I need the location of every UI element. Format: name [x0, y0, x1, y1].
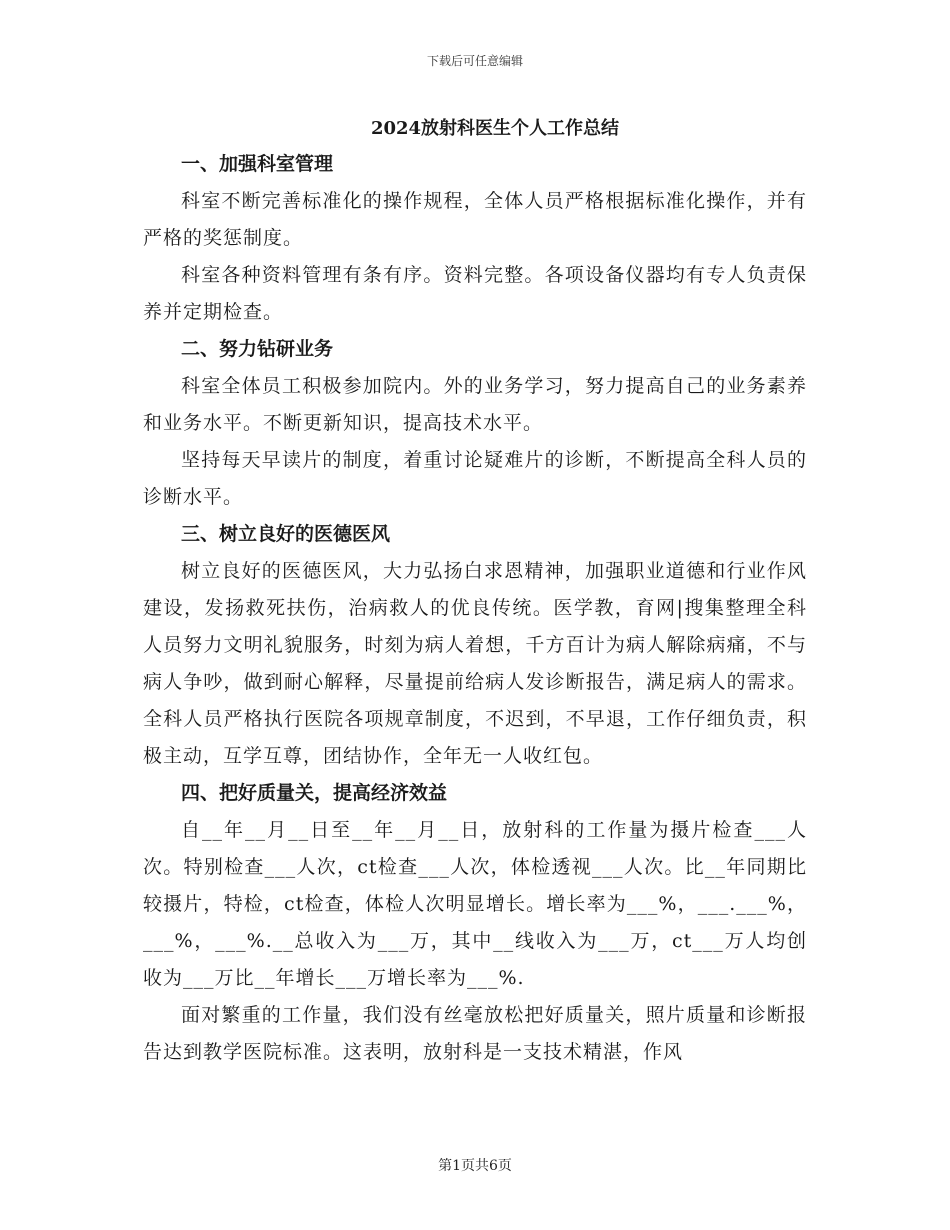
- paragraph: 自__年__月__日至__年__月__日，放射科的工作量为摄片检查___人次。特别检查___人次，ct检查___人次，体检透视___人次。比__年同期比较摄片，特检，ct检查，体检人次明显增长。增长率为___%，___.___%，___%，___%.__总收入为___万，其中__线收入为___万，ct___万人均创收为___万比__年增长___万增长率为___%.: [143, 819, 807, 989]
- paragraph: 科室全体员工积极参加院内。外的业务学习，努力提高自己的业务素养和业务水平。不断更新知识，提高技术水平。: [143, 375, 807, 434]
- section-3: [143, 516, 807, 775]
- section-2: [143, 331, 807, 516]
- paragraph: 科室不断完善标准化的操作规程，全体人员严格根据标准化操作，并有严格的奖惩制度。: [143, 190, 807, 249]
- section-heading: 三、树立良好的医德医风: [181, 523, 391, 545]
- section-heading: 二、努力钻研业务: [181, 338, 334, 360]
- section-4: [143, 775, 807, 1071]
- document-body: [143, 112, 807, 1071]
- paragraph: 科室各种资料管理有条有序。资料完整。各项设备仪器均有专人负责保养并定期检查。: [143, 264, 807, 323]
- page-number: 第1页共6页: [438, 1158, 512, 1174]
- document-title: 2024放射科医生个人工作总结: [370, 118, 620, 139]
- paragraph: 坚持每天早读片的制度，着重讨论疑难片的诊断，不断提高全科人员的诊断水平。: [143, 449, 807, 508]
- paragraph: 树立良好的医德医风，大力弘扬白求恩精神，加强职业道德和行业作风建设，发扬救死扶伤，治病救人的优良传统。医学教，育网|搜集整理全科人员努力文明礼貌服务，时刻为病人着想，千方百计为病人解除病痛，不与病人争吵，做到耐心解释，尽量提前给病人发诊断报告，满足病人的需求。全科人员严格执行医院各项规章制度，不迟到，不早退，工作仔细负责，积极主动，互学互尊，团结协作，全年无一人收红包。: [143, 560, 807, 767]
- section-1: [143, 146, 807, 331]
- section-heading: 四、把好质量关，提高经济效益: [181, 782, 448, 804]
- section-heading: 一、加强科室管理: [181, 153, 334, 175]
- header-note: 下载后可任意编辑: [426, 54, 523, 68]
- paragraph: 面对繁重的工作量，我们没有丝毫放松把好质量关，照片质量和诊断报告达到教学医院标准。这表明，放射科是一支技术精湛，作风: [143, 1004, 807, 1063]
